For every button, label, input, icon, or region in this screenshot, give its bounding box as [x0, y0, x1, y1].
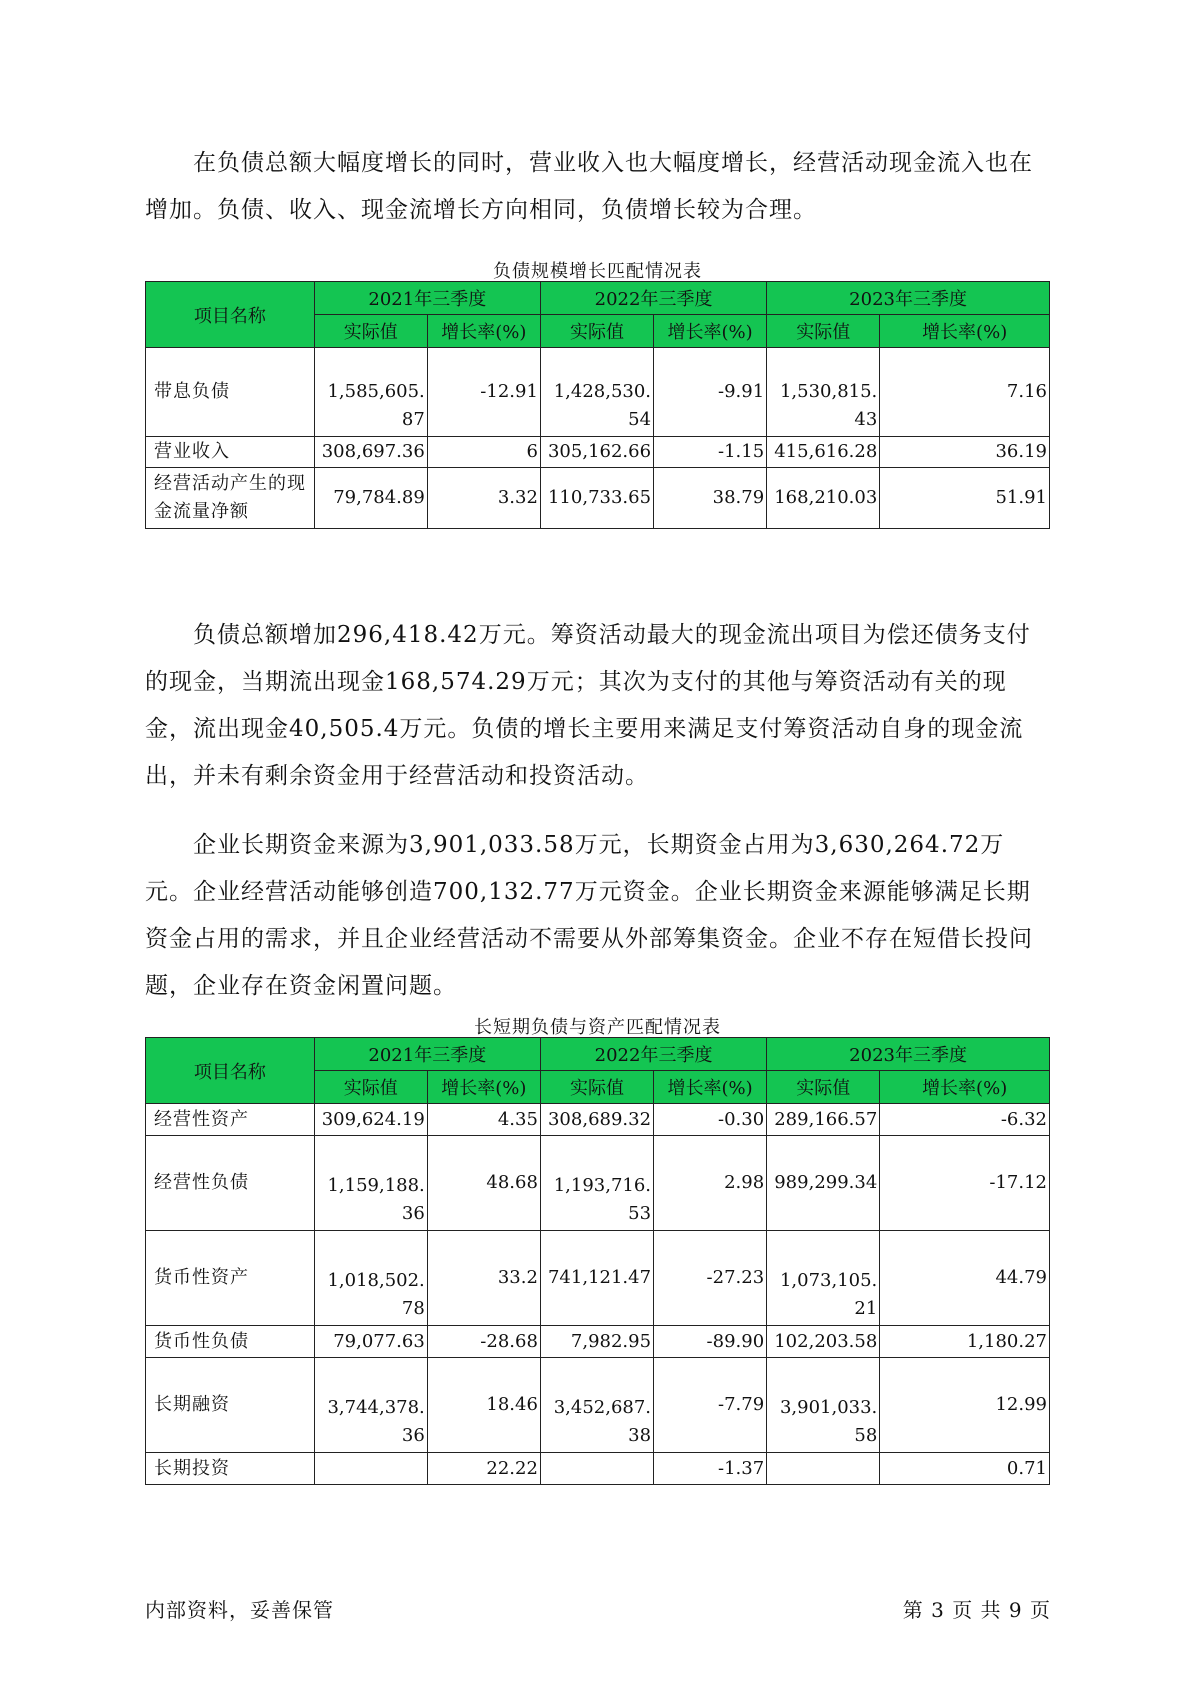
table1-subheader-actual: 实际值: [767, 315, 880, 348]
table2-header-period-2021: 2021年三季度: [314, 1038, 540, 1071]
table2-header-name: 项目名称: [146, 1038, 315, 1104]
table2-subheader-actual: 实际值: [767, 1071, 880, 1104]
cell-value: -89.90: [654, 1326, 767, 1358]
table2-caption: 长短期负债与资产匹配情况表: [474, 1017, 721, 1038]
cell-value: 1,428,530.54: [540, 348, 653, 437]
cell-value: -1.15: [654, 437, 767, 468]
cell-value: 38.79: [654, 468, 767, 529]
cell-value: 1,193,716.53: [540, 1136, 653, 1231]
cell-value: 989,299.34: [767, 1136, 880, 1231]
table2-subheader-growth: 增长率(%): [654, 1071, 767, 1104]
cell-value: 79,077.63: [314, 1326, 427, 1358]
table-row: [146, 348, 1050, 437]
cell-value: 415,616.28: [767, 437, 880, 468]
cell-value: 44.79: [880, 1231, 1050, 1326]
table-row: [146, 468, 1050, 529]
cell-value: 18.46: [427, 1358, 540, 1453]
table-row: [146, 1453, 1050, 1485]
paragraph-1: 在负债总额大幅度增长的同时，营业收入也大幅度增长，经营活动现金流入也在增加。负债、收入、现金流增长方向相同，负债增长较为合理。: [145, 150, 1033, 223]
cell-value: 2.98: [654, 1136, 767, 1231]
table1-header-name: 项目名称: [146, 282, 315, 348]
cell-value: 48.68: [427, 1136, 540, 1231]
cell-value: 51.91: [880, 468, 1050, 529]
cell-value: 33.2: [427, 1231, 540, 1326]
cell-value: 1,073,105.21: [767, 1231, 880, 1326]
paragraph-2: 负债总额增加296,418.42万元。筹资活动最大的现金流出项目为偿还债务支付的现金，当期流出现金168,574.29万元；其次为支付的其他与筹资活动有关的现金，流出现金40,505.4万元。负债的增长主要用来满足支付筹资活动自身的现金流出，并未有剩余资金用于经营活动和投资活动。: [145, 622, 1031, 789]
table2-header-period-2023: 2023年三季度: [767, 1038, 1050, 1071]
cell-value: [767, 1453, 880, 1485]
table1-header-period-2023: 2023年三季度: [767, 282, 1050, 315]
table1-subheader-growth: 增长率(%): [654, 315, 767, 348]
cell-value: 3,744,378.36: [314, 1358, 427, 1453]
table2-header-period-2022: 2022年三季度: [540, 1038, 766, 1071]
row-label: 长期融资: [146, 1358, 315, 1453]
table-row: [146, 1104, 1050, 1136]
cell-value: 741,121.47: [540, 1231, 653, 1326]
row-label: 货币性资产: [146, 1231, 315, 1326]
cell-value: 110,733.65: [540, 468, 653, 529]
table1-subheader-actual: 实际值: [540, 315, 653, 348]
cell-value: -28.68: [427, 1326, 540, 1358]
cell-value: 3,452,687.38: [540, 1358, 653, 1453]
table-row: [146, 1231, 1050, 1326]
cell-value: 0.71: [880, 1453, 1050, 1485]
cell-value: 309,624.19: [314, 1104, 427, 1136]
row-label: 经营性资产: [146, 1104, 315, 1136]
cell-value: [314, 1453, 427, 1485]
row-label: 营业收入: [146, 437, 315, 468]
cell-value: 6: [427, 437, 540, 468]
table2-subheader-actual: 实际值: [314, 1071, 427, 1104]
cell-value: 102,203.58: [767, 1326, 880, 1358]
table2-subheader-growth: 增长率(%): [427, 1071, 540, 1104]
table-row: [146, 437, 1050, 468]
table2-subheader-actual: 实际值: [540, 1071, 653, 1104]
table2-subheader-growth: 增长率(%): [880, 1071, 1050, 1104]
row-label: 带息负债: [146, 348, 315, 437]
row-label: 经营活动产生的现金流量净额: [146, 468, 315, 529]
cell-value: -1.37: [654, 1453, 767, 1485]
cell-value: 1,585,605.87: [314, 348, 427, 437]
cell-value: 7,982.95: [540, 1326, 653, 1358]
cell-value: -7.79: [654, 1358, 767, 1453]
table1: [145, 281, 1050, 529]
table1-subheader-actual: 实际值: [314, 315, 427, 348]
table1-caption: 负债规模增长匹配情况表: [493, 261, 702, 282]
cell-value: 308,689.32: [540, 1104, 653, 1136]
cell-value: 22.22: [427, 1453, 540, 1485]
cell-value: 3,901,033.58: [767, 1358, 880, 1453]
cell-value: 4.35: [427, 1104, 540, 1136]
cell-value: 1,180.27: [880, 1326, 1050, 1358]
cell-value: -27.23: [654, 1231, 767, 1326]
cell-value: 36.19: [880, 437, 1050, 468]
cell-value: -12.91: [427, 348, 540, 437]
cell-value: 79,784.89: [314, 468, 427, 529]
cell-value: -17.12: [880, 1136, 1050, 1231]
row-label: 货币性负债: [146, 1326, 315, 1358]
row-label: 经营性负债: [146, 1136, 315, 1231]
cell-value: 12.99: [880, 1358, 1050, 1453]
cell-value: 289,166.57: [767, 1104, 880, 1136]
cell-value: 3.32: [427, 468, 540, 529]
table1-subheader-growth: 增长率(%): [427, 315, 540, 348]
table2: [145, 1037, 1050, 1485]
cell-value: 1,018,502.78: [314, 1231, 427, 1326]
cell-value: -0.30: [654, 1104, 767, 1136]
cell-value: -6.32: [880, 1104, 1050, 1136]
table1-header-period-2021: 2021年三季度: [314, 282, 540, 315]
cell-value: -9.91: [654, 348, 767, 437]
footer-confidential-note: 内部资料，妥善保管: [145, 1598, 334, 1622]
table-row: [146, 1136, 1050, 1231]
cell-value: 305,162.66: [540, 437, 653, 468]
footer-page-number: 第 3 页 共 9 页: [902, 1598, 1051, 1622]
paragraph-3: 企业长期资金来源为3,901,033.58万元，长期资金占用为3,630,264.72万元。企业经营活动能够创造700,132.77万元资金。企业长期资金来源能够满足长期资金占用的需求，并且企业经营活动不需要从外部筹集资金。企业不存在短借长投问题，企业存在资金闲置问题。: [145, 832, 1033, 999]
cell-value: 7.16: [880, 348, 1050, 437]
row-label: 长期投资: [146, 1453, 315, 1485]
cell-value: 168,210.03: [767, 468, 880, 529]
cell-value: 1,159,188.36: [314, 1136, 427, 1231]
table-row: [146, 1326, 1050, 1358]
table1-header-period-2022: 2022年三季度: [540, 282, 766, 315]
table1-subheader-growth: 增长率(%): [880, 315, 1050, 348]
cell-value: [540, 1453, 653, 1485]
cell-value: 1,530,815.43: [767, 348, 880, 437]
table-row: [146, 1358, 1050, 1453]
cell-value: 308,697.36: [314, 437, 427, 468]
